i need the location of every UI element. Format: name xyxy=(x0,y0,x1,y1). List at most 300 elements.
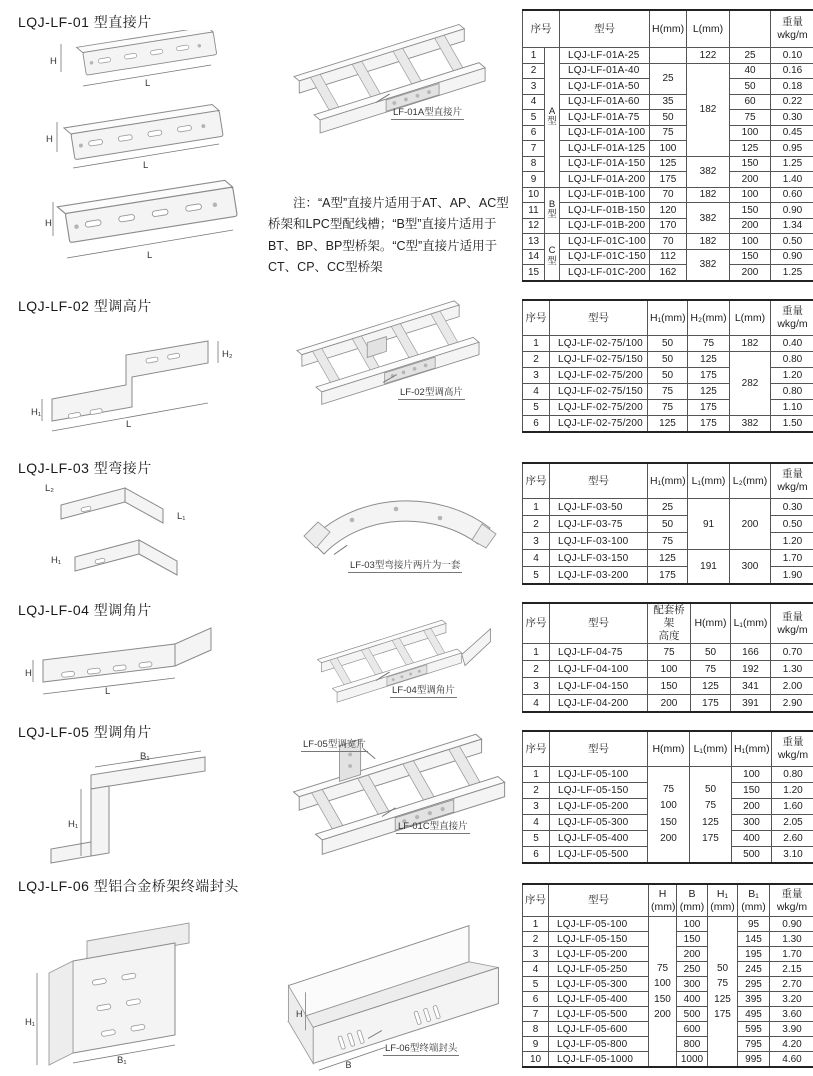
header-cell: 重量 wkg/m xyxy=(771,300,813,336)
data-cell: 0.80 xyxy=(772,767,813,783)
data-cell: 5 xyxy=(523,831,550,847)
data-cell: 5 xyxy=(523,977,549,992)
lf01-table-container xyxy=(522,9,813,282)
data-cell: 0.60 xyxy=(771,187,813,203)
data-cell: 4.60 xyxy=(770,1052,813,1068)
data-cell: LQJ-LF-05-300 xyxy=(549,977,649,992)
header-row xyxy=(523,884,813,917)
lf03-table xyxy=(522,462,813,585)
data-cell: LQJ-LF-05-500 xyxy=(549,1007,649,1022)
data-cell: LQJ-LF-05-250 xyxy=(549,962,649,977)
data-cell: LQJ-LF-02-75/150 xyxy=(550,384,648,400)
data-cell: 3 xyxy=(523,947,549,962)
data-cell: 0.80 xyxy=(771,384,813,400)
data-cell: LQJ-LF-03-150 xyxy=(550,550,648,567)
drawing-lf06-end-cap xyxy=(25,905,275,1075)
lf04-table xyxy=(522,602,813,713)
data-cell: 4 xyxy=(523,695,550,713)
data-cell: LQJ-LF-01A-75 xyxy=(560,110,650,126)
table-row xyxy=(523,644,813,661)
data-cell: 150 xyxy=(730,203,771,219)
data-cell: 0.50 xyxy=(771,516,813,533)
data-cell: 200 xyxy=(730,499,771,550)
dim-l-label: L xyxy=(147,250,153,261)
data-cell: 175 xyxy=(648,567,688,585)
data-cell: 70 xyxy=(650,187,687,203)
data-cell: 200 xyxy=(732,799,772,815)
data-cell: LQJ-LF-02-75/200 xyxy=(550,400,648,416)
data-cell: 95 xyxy=(738,917,770,932)
data-cell: 300 xyxy=(730,550,771,585)
data-cell: 2 xyxy=(523,516,550,533)
data-cell: LQJ-LF-01A-125 xyxy=(560,141,650,157)
data-cell: 4.20 xyxy=(770,1037,813,1052)
header-cell: H(mm) xyxy=(648,731,690,767)
drawing-lf01a-isometric xyxy=(270,18,515,146)
data-cell: 50 75 125 175 xyxy=(708,917,738,1068)
header-cell: 型号 xyxy=(550,603,648,644)
data-cell: 75 xyxy=(648,400,688,416)
drawing-lf02-step-plate xyxy=(30,315,260,447)
data-cell: LQJ-LF-03-50 xyxy=(550,499,648,516)
data-cell: LQJ-LF-01A-150 xyxy=(560,156,650,172)
table-row xyxy=(523,695,813,713)
data-cell: LQJ-LF-04-150 xyxy=(550,678,648,695)
data-cell: 3.60 xyxy=(770,1007,813,1022)
data-cell: 2.90 xyxy=(771,695,813,713)
table-row xyxy=(523,336,813,352)
data-cell: 192 xyxy=(731,661,771,678)
data-cell: 75 100 150 200 xyxy=(648,767,690,864)
data-cell: 3 xyxy=(523,799,550,815)
data-cell: 125 xyxy=(688,352,730,368)
data-cell: 5 xyxy=(523,400,550,416)
data-cell: 4 xyxy=(523,815,550,831)
data-cell: 1 xyxy=(523,767,550,783)
lf06-table xyxy=(522,883,813,1068)
data-cell: LQJ-LF-05-300 xyxy=(550,815,648,831)
data-cell: 0.22 xyxy=(771,94,813,110)
header-cell: B₁ (mm) xyxy=(738,884,770,917)
data-cell: 25 xyxy=(648,499,688,516)
header-row xyxy=(523,731,813,767)
callout-lf01a: LF-01A型直接片 xyxy=(391,104,464,120)
dim-h-label: H xyxy=(45,218,52,229)
data-cell: 75 xyxy=(688,336,730,352)
table-row xyxy=(523,156,813,172)
table-row xyxy=(523,265,813,281)
data-cell: 495 xyxy=(738,1007,770,1022)
header-cell: 序号 xyxy=(523,731,550,767)
data-cell: LQJ-LF-04-100 xyxy=(550,661,648,678)
header-cell: H(mm) xyxy=(691,603,731,644)
header-cell xyxy=(730,10,771,48)
data-cell: B 型 xyxy=(545,187,560,234)
data-cell: 2 xyxy=(523,352,550,368)
data-cell xyxy=(650,48,687,64)
data-cell: 2.60 xyxy=(772,831,813,847)
data-cell: 13 xyxy=(523,234,545,250)
data-cell: 100 xyxy=(677,917,708,932)
data-cell: 9 xyxy=(523,1037,549,1052)
data-cell: A 型 xyxy=(545,48,560,188)
header-cell: H₁(mm) xyxy=(648,463,688,499)
data-cell: 50 xyxy=(648,368,688,384)
dim-b1-label: B₁ xyxy=(140,751,150,762)
data-cell: 91 xyxy=(688,499,730,550)
data-cell: 200 xyxy=(677,947,708,962)
data-cell: 15 xyxy=(523,265,545,281)
header-cell: 序号 xyxy=(523,884,549,917)
dim-b1-label: B₁ xyxy=(117,1055,127,1066)
data-cell: 600 xyxy=(677,1022,708,1037)
data-cell: LQJ-LF-02-75/200 xyxy=(550,416,648,433)
data-cell: 50 xyxy=(650,110,687,126)
data-cell: LQJ-LF-01A-40 xyxy=(560,63,650,79)
section-title-lf02: LQJ-LF-02 型调高片 xyxy=(18,298,152,314)
drawing-lf05-isometric xyxy=(280,688,520,868)
data-cell: 7 xyxy=(523,141,545,157)
data-cell: 150 xyxy=(732,783,772,799)
dim-h-label: H xyxy=(46,134,53,145)
header-cell: 重量 wkg/m xyxy=(771,10,813,48)
data-cell: 6 xyxy=(523,125,545,141)
data-cell: 175 xyxy=(688,416,730,433)
data-cell: 6 xyxy=(523,416,550,433)
data-cell: 11 xyxy=(523,203,545,219)
data-cell: 395 xyxy=(738,992,770,1007)
data-cell: 75 xyxy=(648,644,691,661)
data-cell: 1.20 xyxy=(771,533,813,550)
data-cell: 50 xyxy=(648,516,688,533)
data-cell: 3.10 xyxy=(772,847,813,864)
data-cell: 100 xyxy=(730,125,771,141)
data-cell: 150 xyxy=(648,678,691,695)
data-cell: 391 xyxy=(731,695,771,713)
table-row xyxy=(523,125,813,141)
callout-lf02: LF-02型调高片 xyxy=(398,384,465,400)
data-cell: 995 xyxy=(738,1052,770,1068)
data-cell: LQJ-LF-05-500 xyxy=(550,847,648,864)
header-cell: 重量 wkg/m xyxy=(772,731,813,767)
dim-h1-label: H₁ xyxy=(68,819,79,830)
data-cell: 3.20 xyxy=(770,992,813,1007)
data-cell: 150 xyxy=(677,932,708,947)
dim-l-label: L xyxy=(126,419,132,430)
table-row xyxy=(523,352,813,368)
data-cell: 50 75 125 175 xyxy=(690,767,732,864)
data-cell: 1 xyxy=(523,917,549,932)
data-cell: 0.90 xyxy=(771,249,813,265)
header-cell: 序号 xyxy=(523,10,560,48)
data-cell: 1000 xyxy=(677,1052,708,1068)
data-cell: 75 xyxy=(730,110,771,126)
dim-l-label: L xyxy=(105,686,111,697)
data-cell: LQJ-LF-05-400 xyxy=(549,992,649,1007)
data-cell: 250 xyxy=(677,962,708,977)
data-cell: 3 xyxy=(523,368,550,384)
data-cell: 175 xyxy=(650,172,687,188)
data-cell: 145 xyxy=(738,932,770,947)
header-cell: 序号 xyxy=(523,300,550,336)
callout-lf03: LF-03型弯接片两片为一套 xyxy=(348,557,462,573)
data-cell: 60 xyxy=(730,94,771,110)
section-title-lf05: LQJ-LF-05 型调角片 xyxy=(18,724,152,740)
header-cell: L(mm) xyxy=(730,300,771,336)
data-cell: 2.05 xyxy=(772,815,813,831)
data-cell: 35 xyxy=(650,94,687,110)
table-row xyxy=(523,767,813,783)
data-cell: 75 xyxy=(648,533,688,550)
data-cell: 1.60 xyxy=(772,799,813,815)
data-cell: 1.90 xyxy=(771,567,813,585)
data-cell: 8 xyxy=(523,1022,549,1037)
dim-l1-label: L₁ xyxy=(177,511,186,522)
data-cell: LQJ-LF-01B-200 xyxy=(560,218,650,234)
header-cell: L₁(mm) xyxy=(688,463,730,499)
header-cell: H₂(mm) xyxy=(688,300,730,336)
data-cell: LQJ-LF-05-200 xyxy=(549,947,649,962)
data-cell: 2 xyxy=(523,783,550,799)
drawing-lf05-z-plate xyxy=(35,745,255,878)
data-cell: 120 xyxy=(650,203,687,219)
data-cell: 382 xyxy=(730,416,771,433)
data-cell: 2 xyxy=(523,63,545,79)
dim-l-label: L xyxy=(145,78,151,89)
data-cell: 150 xyxy=(730,156,771,172)
data-cell: 50 xyxy=(730,79,771,95)
data-cell: 182 xyxy=(687,234,730,250)
dim-l2-label: L₂ xyxy=(45,483,54,494)
data-cell: 182 xyxy=(687,63,730,156)
lf02-table xyxy=(522,299,813,433)
header-cell: 重量 wkg/m xyxy=(771,603,813,644)
data-cell: 6 xyxy=(523,992,549,1007)
data-cell: 14 xyxy=(523,249,545,265)
data-cell: 2 xyxy=(523,932,549,947)
table-row xyxy=(523,63,813,79)
data-cell: 125 xyxy=(648,550,688,567)
data-cell: 5 xyxy=(523,110,545,126)
data-cell: LQJ-LF-05-100 xyxy=(550,767,648,783)
data-cell: LQJ-LF-05-1000 xyxy=(549,1052,649,1068)
table-row xyxy=(523,416,813,433)
table-row xyxy=(523,48,813,64)
table-row xyxy=(523,678,813,695)
lf04-table-container xyxy=(522,602,813,713)
data-cell: 0.90 xyxy=(771,203,813,219)
data-cell: 1.40 xyxy=(771,172,813,188)
data-cell: LQJ-LF-02-75/200 xyxy=(550,368,648,384)
table-row xyxy=(523,203,813,219)
table-row xyxy=(523,94,813,110)
data-cell: 500 xyxy=(677,1007,708,1022)
data-cell: 100 xyxy=(648,661,691,678)
data-cell: LQJ-LF-02-75/100 xyxy=(550,336,648,352)
data-cell: 282 xyxy=(730,352,771,416)
data-cell: 0.30 xyxy=(771,110,813,126)
data-cell: 50 xyxy=(648,352,688,368)
dim-h-label: H xyxy=(296,1008,303,1019)
data-cell: 1.10 xyxy=(771,400,813,416)
drawing-lf04-angle-plate xyxy=(25,622,275,714)
data-cell: 162 xyxy=(650,265,687,281)
dim-h1-label: H₁ xyxy=(51,555,62,566)
table-row xyxy=(523,187,813,203)
data-cell: 182 xyxy=(687,187,730,203)
data-cell: 122 xyxy=(687,48,730,64)
data-cell: 3 xyxy=(523,79,545,95)
data-cell: 0.30 xyxy=(771,499,813,516)
table-row xyxy=(523,141,813,157)
data-cell: 1 xyxy=(523,644,550,661)
table-row xyxy=(523,550,813,567)
dim-h-label: H xyxy=(25,668,32,679)
header-row xyxy=(523,300,813,336)
data-cell: LQJ-LF-05-150 xyxy=(549,932,649,947)
data-cell: 2 xyxy=(523,661,550,678)
data-cell: C 型 xyxy=(545,234,560,281)
table-row xyxy=(523,234,813,250)
data-cell: LQJ-LF-03-75 xyxy=(550,516,648,533)
data-cell: 4 xyxy=(523,384,550,400)
table-row xyxy=(523,172,813,188)
data-cell: 382 xyxy=(687,203,730,234)
drawing-lf03-bend-plates xyxy=(25,475,265,593)
lf01-table xyxy=(522,9,813,282)
data-cell: LQJ-LF-05-100 xyxy=(549,917,649,932)
dim-b-label: B xyxy=(345,1060,352,1071)
data-cell: 500 xyxy=(732,847,772,864)
data-cell: 166 xyxy=(731,644,771,661)
data-cell: 0.40 xyxy=(771,336,813,352)
dim-h1-label: H₁ xyxy=(25,1017,36,1028)
header-cell: 配套桥架 高度 xyxy=(648,603,691,644)
data-cell: 100 xyxy=(732,767,772,783)
header-cell: H(mm) xyxy=(650,10,687,48)
data-cell: LQJ-LF-05-400 xyxy=(550,831,648,847)
lf02-table-container xyxy=(522,299,813,433)
data-cell: 2.70 xyxy=(770,977,813,992)
data-cell: 0.95 xyxy=(771,141,813,157)
data-cell: 0.16 xyxy=(771,63,813,79)
table-row xyxy=(523,499,813,516)
lf05-table-container xyxy=(522,730,813,864)
data-cell: 400 xyxy=(677,992,708,1007)
header-cell: H (mm) xyxy=(649,884,677,917)
data-cell: LQJ-LF-03-100 xyxy=(550,533,648,550)
data-cell: 0.18 xyxy=(771,79,813,95)
data-cell: LQJ-LF-03-200 xyxy=(550,567,648,585)
data-cell: 0.10 xyxy=(771,48,813,64)
dim-h-label: H xyxy=(50,56,57,67)
data-cell: 100 xyxy=(730,187,771,203)
data-cell: 75 xyxy=(650,125,687,141)
data-cell: LQJ-LF-05-600 xyxy=(549,1022,649,1037)
header-cell: 型号 xyxy=(549,884,649,917)
data-cell: 1.34 xyxy=(771,218,813,234)
section-title-lf04: LQJ-LF-04 型调角片 xyxy=(18,602,152,618)
data-cell: 1 xyxy=(523,48,545,64)
data-cell: 382 xyxy=(687,249,730,281)
header-cell: 序号 xyxy=(523,463,550,499)
dim-h2-label: H₂ xyxy=(222,349,233,360)
data-cell: 400 xyxy=(732,831,772,847)
data-cell: 150 xyxy=(730,249,771,265)
data-cell: 75 100 150 200 xyxy=(649,917,677,1068)
data-cell: LQJ-LF-01C-150 xyxy=(560,249,650,265)
data-cell: 125 xyxy=(650,156,687,172)
header-cell: B (mm) xyxy=(677,884,708,917)
data-cell: 1.50 xyxy=(771,416,813,433)
data-cell: 300 xyxy=(677,977,708,992)
header-row xyxy=(523,603,813,644)
data-cell: LQJ-LF-01B-100 xyxy=(560,187,650,203)
data-cell: 9 xyxy=(523,172,545,188)
drawing-lf01-plates xyxy=(45,30,265,288)
header-cell: 型号 xyxy=(550,731,648,767)
data-cell: 1.25 xyxy=(771,265,813,281)
data-cell: LQJ-LF-01A-100 xyxy=(560,125,650,141)
data-cell: 2.00 xyxy=(771,678,813,695)
lf06-table-container xyxy=(522,883,813,1068)
data-cell: 200 xyxy=(648,695,691,713)
data-cell: 1.20 xyxy=(771,368,813,384)
data-cell: 2.15 xyxy=(770,962,813,977)
data-cell: 200 xyxy=(730,265,771,281)
header-cell: 型号 xyxy=(550,463,648,499)
data-cell: 75 xyxy=(691,661,731,678)
data-cell: 125 xyxy=(688,384,730,400)
data-cell: 1.25 xyxy=(771,156,813,172)
data-cell: 0.45 xyxy=(771,125,813,141)
data-cell: 0.70 xyxy=(771,644,813,661)
data-cell: 25 xyxy=(730,48,771,64)
data-cell: 1.70 xyxy=(771,550,813,567)
data-cell: LQJ-LF-05-150 xyxy=(550,783,648,799)
header-cell: 型号 xyxy=(550,300,648,336)
data-cell: 100 xyxy=(650,141,687,157)
drawing-lf02-isometric xyxy=(270,293,515,415)
data-cell: 70 xyxy=(650,234,687,250)
note-text: 注：“A型”直接片适用于AT、AP、AC型桥架和LPC型配线槽；“B型”直接片适用于BT、BP、BP型桥架。“C型”直接片适用于CT、CP、CC型桥架 xyxy=(268,195,509,274)
data-cell: 795 xyxy=(738,1037,770,1052)
section-title-lf06: LQJ-LF-06 型铝合金桥架终端封头 xyxy=(18,878,239,894)
data-cell: 182 xyxy=(730,336,771,352)
data-cell: 382 xyxy=(687,156,730,187)
data-cell: 175 xyxy=(691,695,731,713)
data-cell: 6 xyxy=(523,847,550,864)
data-cell: 170 xyxy=(650,218,687,234)
data-cell: 1.30 xyxy=(770,932,813,947)
data-cell: LQJ-LF-04-200 xyxy=(550,695,648,713)
data-cell: 4 xyxy=(523,550,550,567)
data-cell: 245 xyxy=(738,962,770,977)
data-cell: 5 xyxy=(523,567,550,585)
header-cell: L(mm) xyxy=(687,10,730,48)
header-cell: L₁(mm) xyxy=(690,731,732,767)
table-row xyxy=(523,661,813,678)
data-cell: 25 xyxy=(650,63,687,94)
data-cell: 50 xyxy=(648,336,688,352)
data-cell: 175 xyxy=(688,400,730,416)
data-cell: 295 xyxy=(738,977,770,992)
header-cell: H₁ (mm) xyxy=(708,884,738,917)
data-cell: 175 xyxy=(688,368,730,384)
table-row xyxy=(523,110,813,126)
data-cell: LQJ-LF-01B-150 xyxy=(560,203,650,219)
header-cell: 序号 xyxy=(523,603,550,644)
